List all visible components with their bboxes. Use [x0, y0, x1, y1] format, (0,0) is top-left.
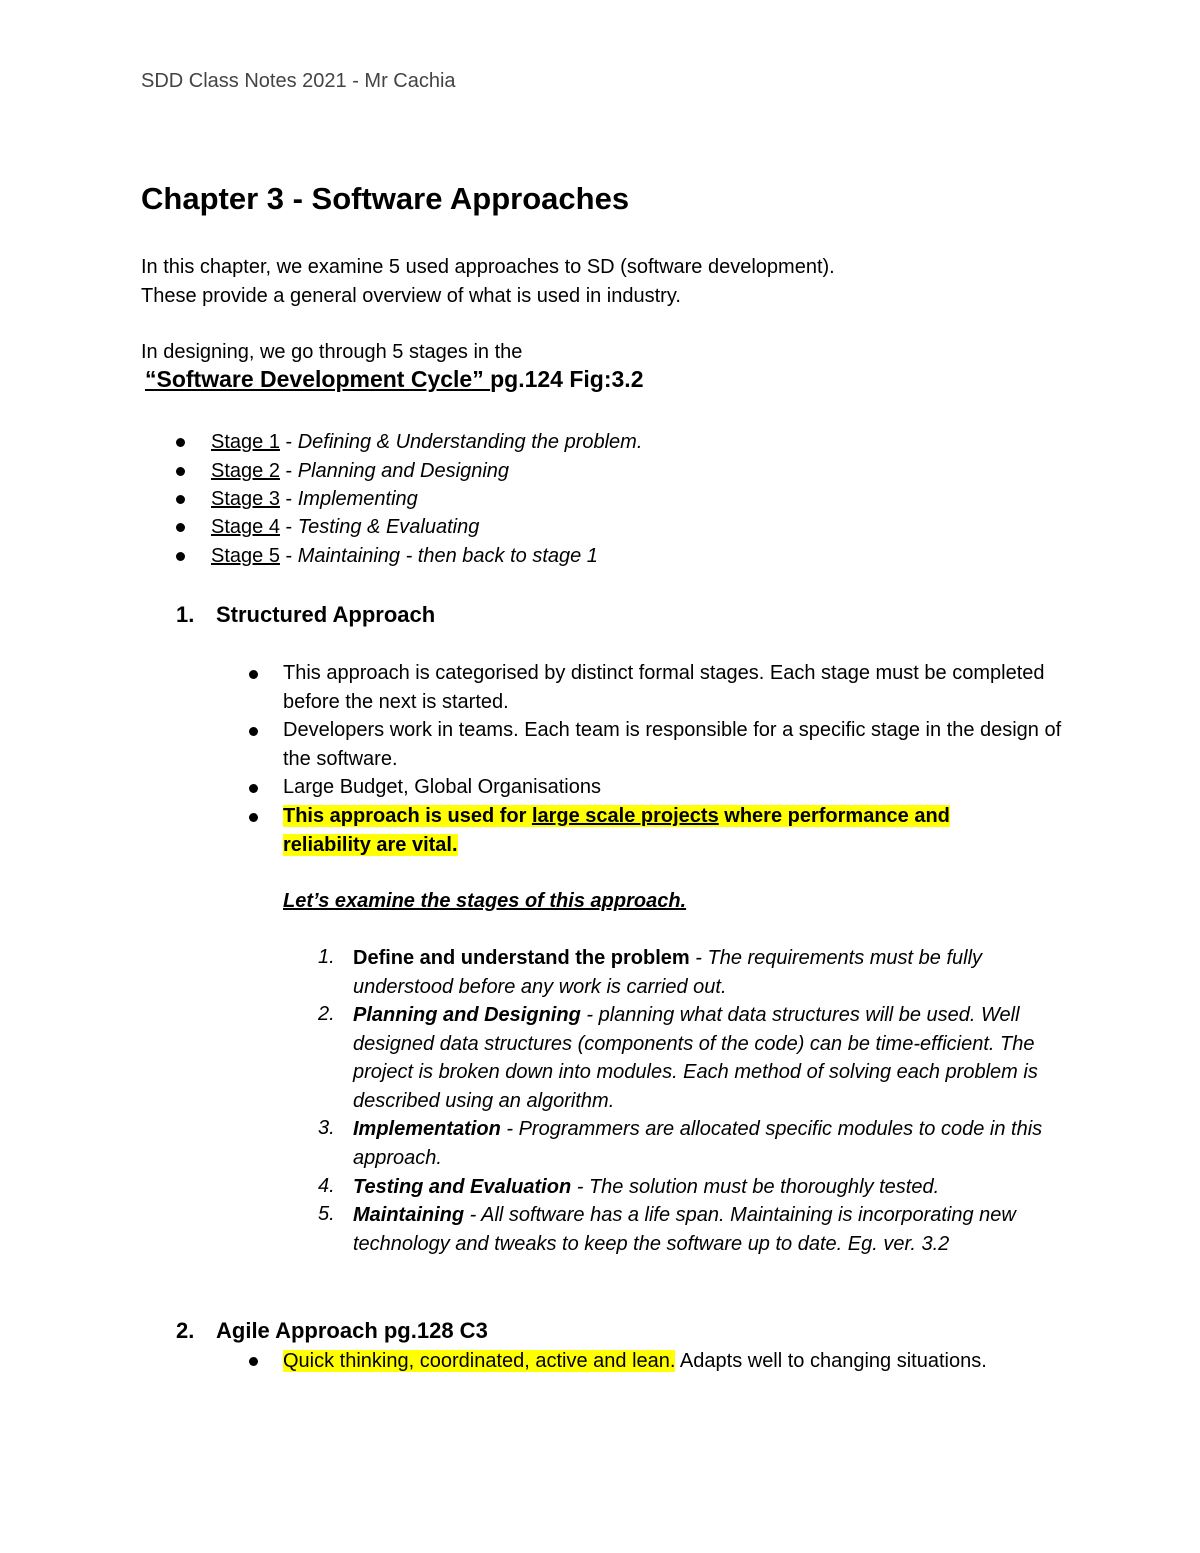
stage-label: Stage 3 — [211, 488, 280, 510]
stage-label: Stage 1 — [211, 431, 280, 453]
structured-highlight-bullet — [283, 802, 1013, 859]
bullet-icon — [176, 495, 185, 504]
bullet-icon — [176, 523, 185, 532]
step-term: Maintaining — [353, 1204, 465, 1226]
stage-sep: - — [279, 545, 298, 567]
stage-item — [211, 516, 479, 539]
stage-sep: - — [279, 488, 298, 510]
section-number: 1. — [176, 602, 195, 627]
section-title: Structured Approach — [216, 602, 436, 627]
stage-sep: - — [279, 516, 298, 538]
stage-label: Stage 4 — [211, 516, 280, 538]
sdc-ref: pg.124 Fig:3.2 — [490, 366, 644, 392]
agile-bullet-text: Adapts well to changing situations. — [675, 1350, 987, 1372]
step-number: 2. — [318, 1003, 335, 1025]
intro-line-3: In designing, we go through 5 stages in the — [141, 341, 523, 363]
stage-desc: Planning and Designing — [297, 460, 510, 482]
step-desc: - planning what data structures will be used. Well designed data structures (components of the code) can be time-efficient. The project is broken down into modules. Each method of solving each problem is described using an algorithm. — [353, 1004, 1038, 1112]
bullet-icon — [249, 670, 258, 679]
stage-desc: Maintaining - then back to stage 1 — [297, 545, 598, 567]
stage-sep: - — [279, 431, 298, 453]
stage-item — [211, 431, 642, 454]
stage-label: Stage 2 — [211, 460, 280, 482]
bullet-icon — [249, 1357, 258, 1366]
highlight-underlined-text: large scale projects — [531, 805, 719, 827]
intro-line-2: These provide a general overview of what is used in industry. — [141, 285, 681, 307]
step-item — [353, 1173, 1073, 1202]
structured-bullet: Large Budget, Global Organisations — [283, 776, 601, 798]
step-number: 4. — [318, 1175, 335, 1197]
intro-line-1: In this chapter, we examine 5 used approaches to SD (software development). — [141, 256, 835, 278]
stage-item — [211, 460, 509, 483]
stage-label: Stage 5 — [211, 545, 280, 567]
stage-desc: Testing & Evaluating — [297, 516, 480, 538]
examine-heading: Let’s examine the stages of this approach. — [283, 890, 687, 912]
stage-desc: Defining & Understanding the problem. — [297, 431, 643, 453]
step-item — [353, 1001, 1073, 1115]
step-number: 1. — [318, 946, 335, 968]
step-term: Planning and Designing — [353, 1004, 581, 1026]
bullet-icon — [249, 784, 258, 793]
highlight-text: This approach is used for — [283, 805, 532, 827]
step-item — [353, 1201, 1073, 1258]
step-term: Testing and Evaluation — [353, 1176, 572, 1198]
page-header: SDD Class Notes 2021 - Mr Cachia — [141, 70, 456, 92]
bullet-icon — [176, 467, 185, 476]
section-heading-structured — [176, 602, 435, 628]
section-heading-agile — [176, 1318, 488, 1344]
structured-bullet: Developers work in teams. Each team is responsible for a specific stage in the design of the software. — [283, 719, 1062, 770]
step-number: 3. — [318, 1117, 335, 1139]
stage-item — [211, 488, 418, 511]
structured-bullet: This approach is categorised by distinct formal stages. Each stage must be completed before the next is started. — [283, 662, 1045, 713]
chapter-title: Chapter 3 - Software Approaches — [141, 181, 630, 216]
stage-desc: Implementing — [297, 488, 418, 510]
step-item — [353, 1115, 1073, 1172]
bullet-icon — [176, 438, 185, 447]
step-term: Implementation — [353, 1118, 501, 1140]
stage-item — [211, 545, 598, 568]
agile-bullet — [283, 1350, 987, 1373]
highlight-text: Quick thinking, coordinated, active and lean. — [283, 1350, 676, 1372]
highlight-text: where performance and reliability are vital. — [283, 805, 950, 856]
step-desc: - All software has a life span. Maintaining is incorporating new technology and tweaks to keep the software up to date. Eg. ver. 3.2 — [353, 1204, 1016, 1255]
step-desc: - The solution must be thoroughly tested. — [571, 1176, 940, 1198]
step-desc: - The requirements must be fully understood before any work is carried out. — [353, 947, 983, 998]
bullet-icon — [249, 813, 258, 822]
bullet-icon — [249, 727, 258, 736]
step-term: Define and understand the problem — [353, 947, 690, 969]
sdc-heading — [145, 366, 643, 393]
sdc-link[interactable]: “Software Development Cycle” — [145, 366, 491, 392]
section-title: Agile Approach pg.128 C3 — [216, 1318, 488, 1343]
step-item — [353, 944, 1073, 1001]
bullet-icon — [176, 552, 185, 561]
step-number: 5. — [318, 1203, 335, 1225]
stage-sep: - — [279, 460, 298, 482]
section-number: 2. — [176, 1318, 195, 1343]
step-desc: - Programmers are allocated specific modules to code in this approach. — [353, 1118, 1043, 1169]
